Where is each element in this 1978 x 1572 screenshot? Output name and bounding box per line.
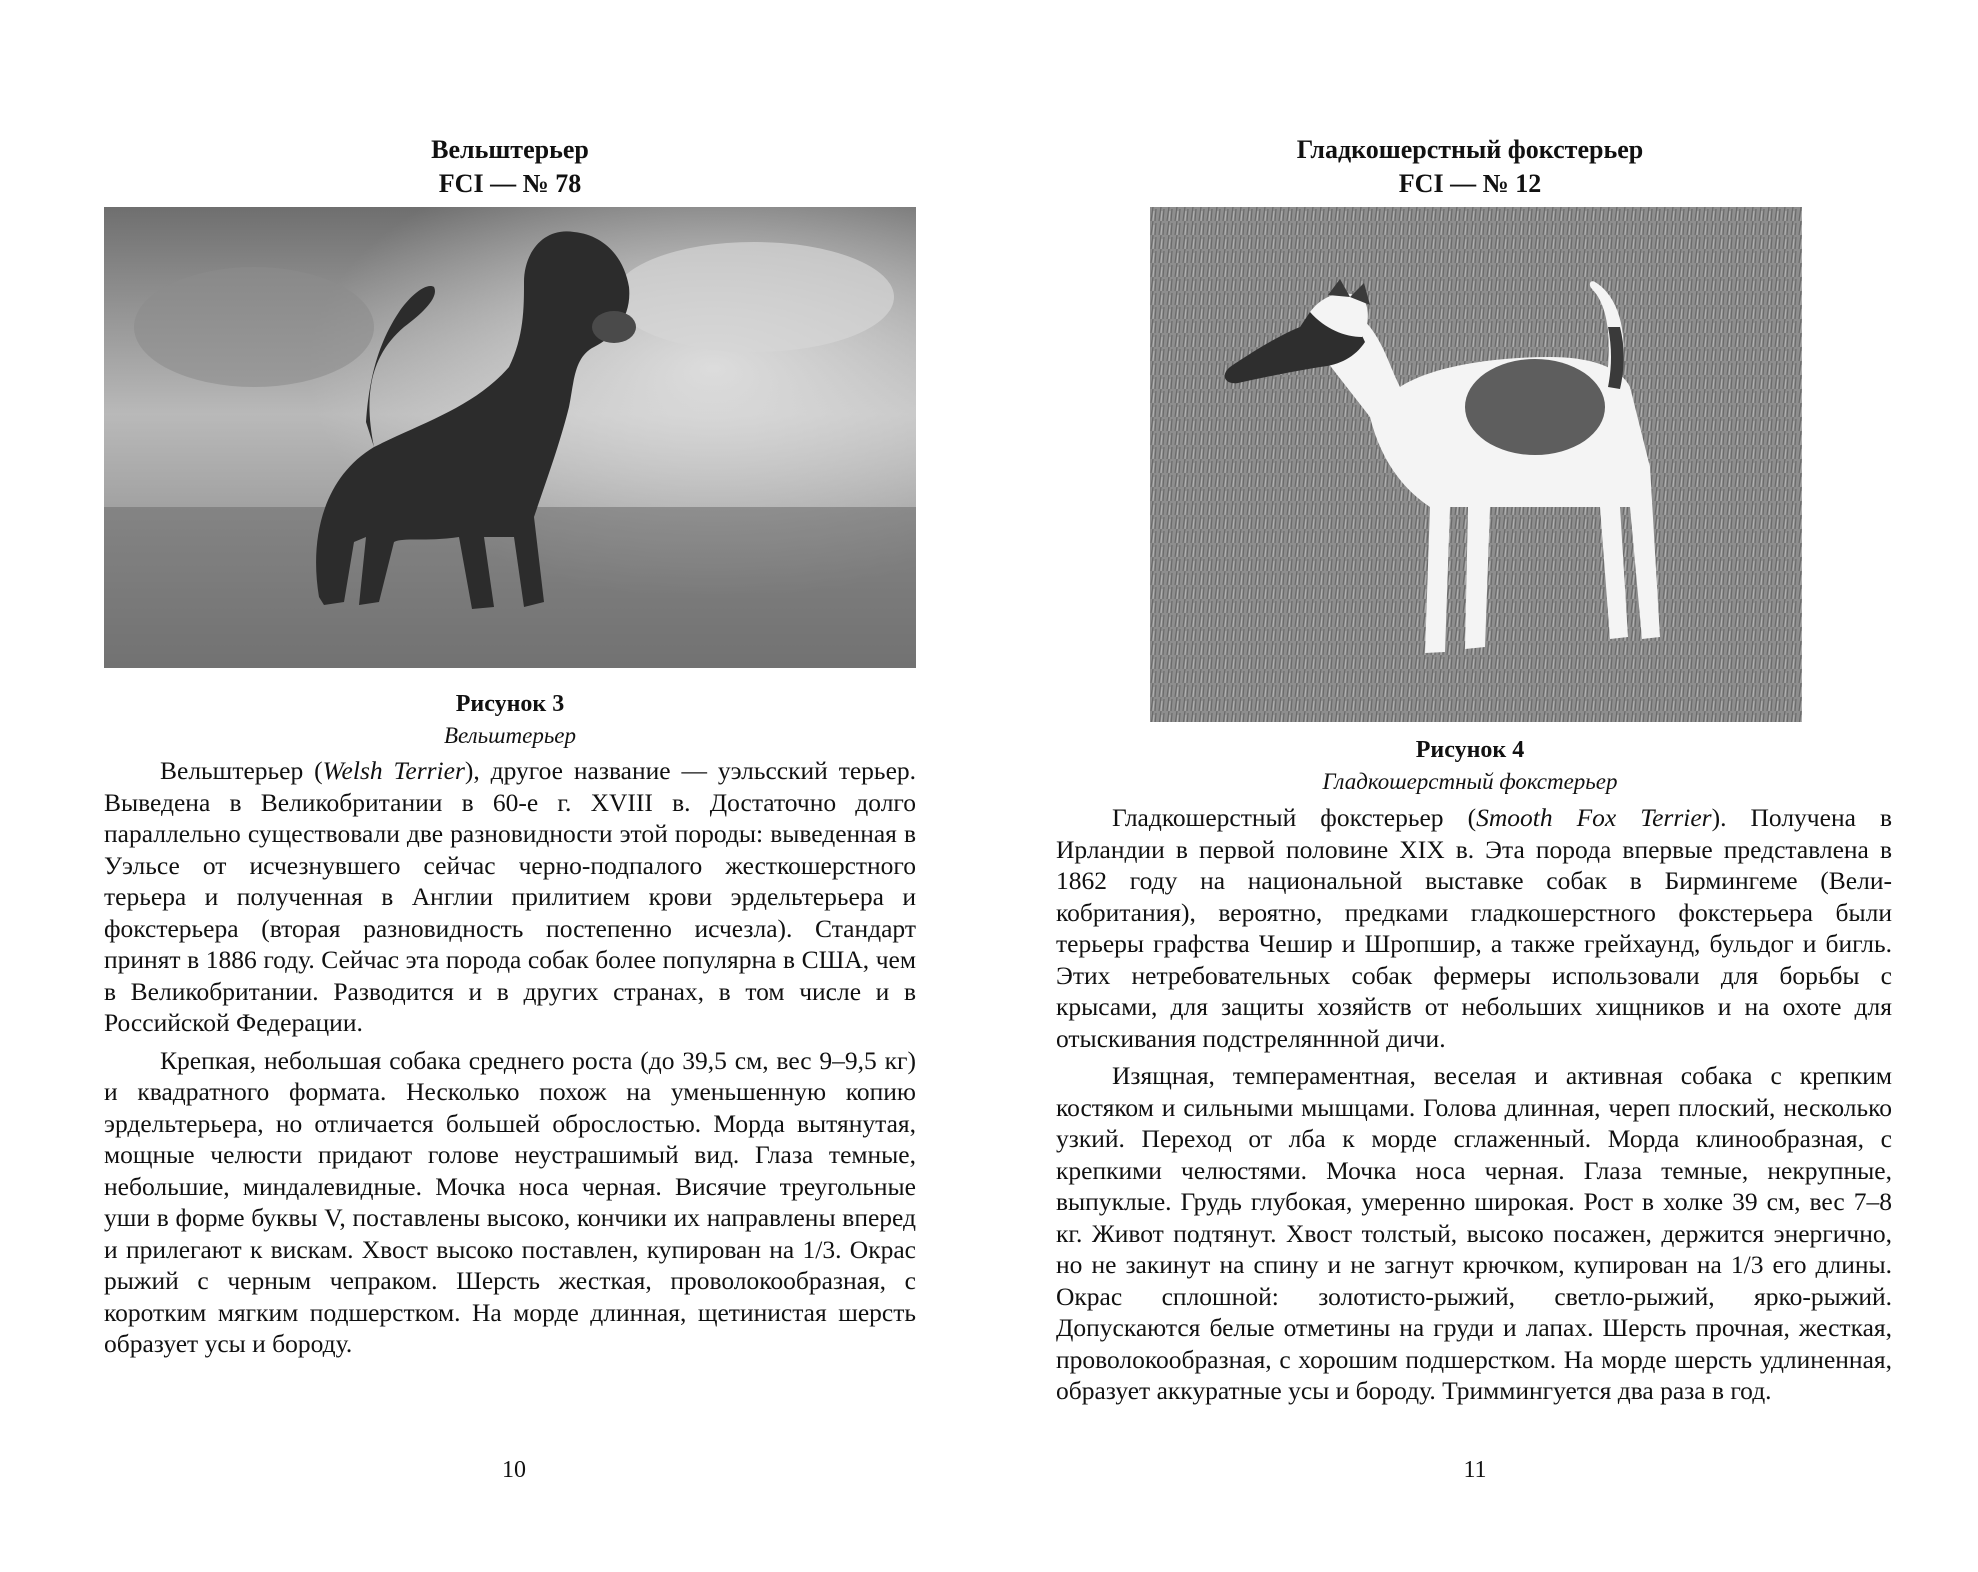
- text-run: ). Получена в Ирландии в первой половине XIX в. Эта порода впервые представлена в 1862 году на национальной выставке собак в Бирмингеме (Великобритания), вероятно, предками гладкошерстного фокстерьера были терьеры графства Чешир и Шропшир, а также грейхаунд, бульдог и бигль. Этих нетребовательных собак фермеры использовали для борьбы с крысами, для защиты хозяйств от небольших хищников и на охоте для отыскивания подстреляннной дичи.: [1056, 803, 1892, 1053]
- latin-breed-name: Welsh Terrier: [322, 756, 465, 785]
- breed-name: Гладкошерстный фокстерьер: [1296, 135, 1644, 164]
- body-text: [1056, 802, 1892, 1413]
- right-page: [1000, 0, 1978, 1572]
- figure-label: Рисунок 4: [1415, 737, 1525, 763]
- text-run: Изящная, темпераментная, веселая и активная собака с крепким костяком и сильными мышцами. Голова длинная, череп плоский, несколько узкий. Переход от лба к морде сглаженный. Морда клинообразная, с крепкими челюстями. Мочка носа черная. Глаза темные, некрупные, выпуклые. Грудь глубокая, умеренно широкая. Рост в холке 39 см, вес 7–8 кг. Живот подтянут. Хвост толстый, высоко посажен, держится энергично, но не закинут на спину и не загнут крючком, купирован на 1/3 его длины. Окрас сплошной: золотисто-рыжий, светло-рыжий, ярко-рыжий. Допускаются белые отметины на груди и лапах. Шерсть прочная, жесткая, проволокообразная, с хорошим подшерстком. На морде шерсть удлиненная, образует аккуратные усы и бороду. Триммингуется два раза в год.: [1056, 1061, 1892, 1405]
- text-run: ), другое название — уэльсский терьер. Выведена в Великобритании в 60-е г. XVIII в. Достаточно долго параллельно существовали две разновидности этой породы: выведенная в Уэльсе от исчезнувшего сейчас черно-подпалого жесткошерстного терьера и полученная в Англии прилитием крови эрдельтерьера и фокстерьера (вторая разновидность постепенно исчезла). Стандарт принят в 1886 году. Сейчас эта порода собак более популярна в США, чем в Великобритании. Разводится и в других странах, в том числе и в Российской Федерации.: [104, 756, 917, 1037]
- figure-name: Вельштерьер: [443, 723, 577, 748]
- smooth-fox-terrier-photo: [1150, 207, 1802, 722]
- paragraph: [1056, 802, 1892, 1054]
- text-run: Вельштерьер (: [160, 756, 323, 785]
- latin-breed-name: Smooth Fox Terrier: [1476, 803, 1712, 832]
- breed-title: [1060, 133, 1880, 201]
- figure-caption: [104, 688, 916, 752]
- figure-name: Гладкошерстный фокстерьер: [1322, 769, 1618, 794]
- page-number: 11: [1463, 1457, 1487, 1483]
- paragraph: [104, 755, 916, 1039]
- welsh-terrier-photo: [104, 207, 916, 668]
- paragraph: [104, 1045, 916, 1360]
- body-text: [104, 755, 916, 1366]
- paragraph: [1056, 1060, 1892, 1407]
- figure-caption: [1060, 734, 1880, 798]
- page-number: 10: [502, 1457, 526, 1483]
- breed-name: Вельштерьер: [431, 135, 589, 164]
- fci-number: FCI — № 12: [1398, 169, 1542, 198]
- fci-number: FCI — № 78: [438, 169, 582, 198]
- figure-label: Рисунок 3: [455, 691, 565, 717]
- text-run: Гладкошерстный фокстерьер (: [1112, 803, 1477, 832]
- breed-title: [100, 133, 920, 201]
- text-run: Крепкая, небольшая собака среднего роста (до 39,5 см, вес 9–9,5 кг) и квадратного формата. Несколько похож на уменьшенную копию эрдельтерьера, но отличается большей оброслостью. Морда вытянутая, мощные челюсти придают голове неустрашимый вид. Глаза темные, небольшие, миндалевидные. Мочка носа черная. Висячие треугольные уши в форме буквы V, поставлены высоко, кончики их направлены вперед и прилегают к вискам. Хвост высоко поставлен, купирован на 1/3. Окрас рыжий с черным чепраком. Шерсть жесткая, проволокообразная, с коротким мягким подшерстком. На морде длинная, щетинистая шерсть образует усы и бороду.: [104, 1045, 916, 1358]
